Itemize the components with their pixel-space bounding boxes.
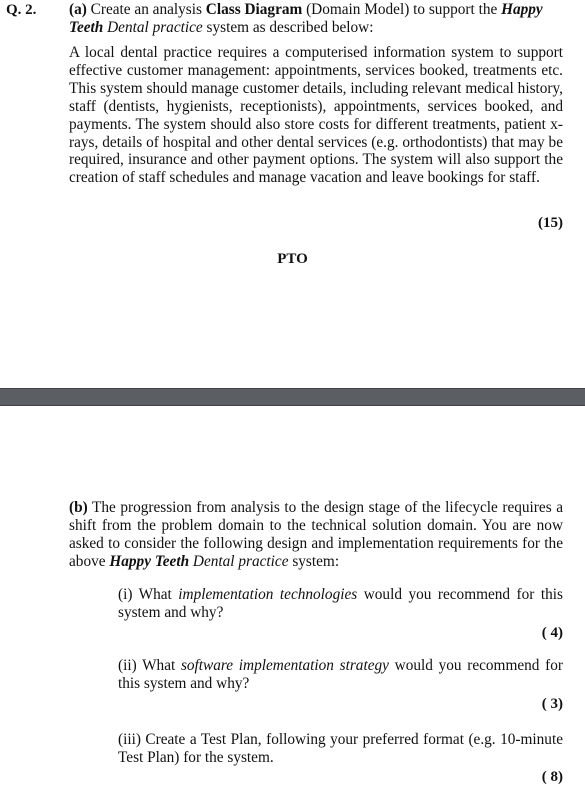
part-b-intro bbox=[69, 499, 563, 571]
part-a-description: A local dental practice requires a computerised information system to support effective customer management: appointments, services booked, treatments etc. This system should manage customer details, including relevant medical history, staff (dentists, hygienists, receptionists), appointments, services booked, and payments. The system should also store costs for different treatments, patient x-rays, details of hospital and other dental services (e.g. orthodontists) that may be required, insurance and other payment options. The system will also support the creation of staff schedules and manage vacation and leave bookings for staff. bbox=[69, 44, 563, 187]
sub-ii-post: would you recommend for this system and why? bbox=[118, 657, 563, 692]
sub-question-i bbox=[118, 586, 563, 622]
sub-iii-marks: ( 8) bbox=[541, 769, 563, 785]
class-diagram-term: Class Diagram bbox=[205, 1, 303, 18]
part-a-heading bbox=[69, 1, 569, 37]
part-a-label: (a) bbox=[69, 1, 87, 18]
sub-question-ii bbox=[118, 657, 563, 693]
question-number: Q. 2. bbox=[6, 2, 37, 18]
part-b-text-2: Dental practice bbox=[192, 552, 289, 570]
part-b-text-1: The progression from analysis to the design stage of the lifecycle requires a shift from the problem domain to the technical solution domain. You are now asked to consider the following design and implementation requirements for the above bbox=[69, 499, 563, 570]
part-b-label: (b) bbox=[69, 499, 88, 516]
part-b-text-3: system: bbox=[292, 552, 340, 570]
sub-question-iii: (iii) Create a Test Plan, following your preferred format (e.g. 10-minute Test Plan) for the system. bbox=[118, 731, 563, 766]
part-a-intro-3: Dental practice bbox=[107, 19, 203, 36]
sub-i-pre: (i) What bbox=[118, 586, 172, 603]
sub-i-marks: ( 4) bbox=[541, 625, 563, 641]
sub-ii-pre: (ii) What bbox=[118, 657, 176, 674]
page-separator bbox=[0, 388, 585, 406]
part-a-intro-4: system as described below: bbox=[206, 19, 374, 36]
part-a-intro-1: Create an analysis bbox=[90, 1, 202, 18]
happy-teeth-brand: Happy Teeth bbox=[69, 1, 543, 36]
part-a-intro-2: (Domain Model) to support the bbox=[306, 1, 498, 18]
sub-i-post: would you recommend for this system and why? bbox=[118, 586, 563, 621]
sub-ii-marks: ( 3) bbox=[541, 696, 563, 712]
sub-ii-emphasis: software implementation strategy bbox=[180, 657, 389, 674]
sub-i-emphasis: implementation technologies bbox=[178, 586, 358, 603]
part-b-brand: Happy Teeth bbox=[109, 552, 190, 570]
part-a-marks: (15) bbox=[538, 215, 563, 231]
pto-label: PTO bbox=[277, 251, 308, 267]
